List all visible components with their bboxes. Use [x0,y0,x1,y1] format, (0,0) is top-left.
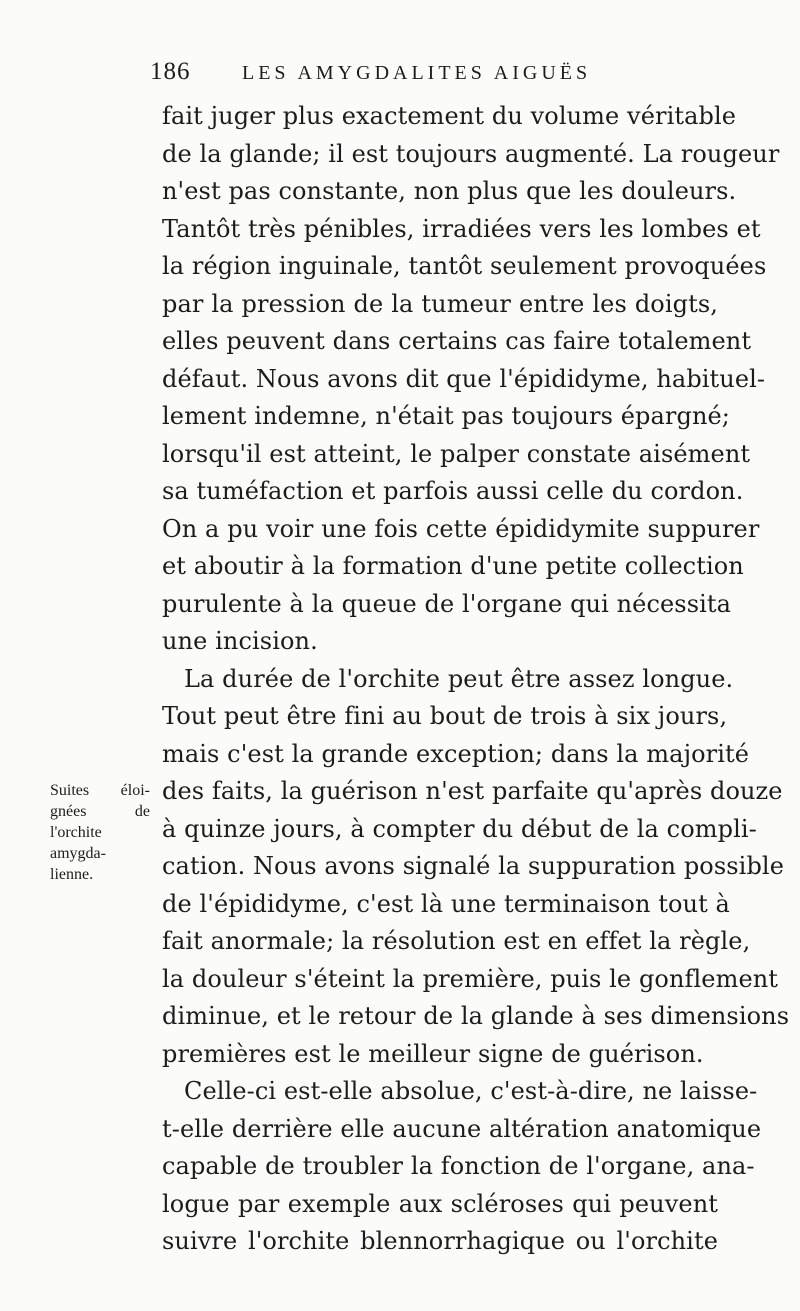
text-line: Tantôt très pénibles, irradiées vers les lombes et [162,214,761,243]
text-line: Celle-ci est-elle absolue, c'est-à-dire, ne laisse- [184,1077,758,1105]
text-line: premières est le meilleur signe de guérison. [162,1039,704,1068]
text-line: t-elle derrière elle aucune altération anatomique [162,1114,762,1143]
text-line: fait anormale; la résolution est en effet la règle, [162,927,751,955]
text-line: cation. Nous avons signalé la suppuration possible [162,852,785,880]
text-line: mais c'est la grande exception; dans la majorité [162,739,750,768]
text-line: capable de troubler la fonction de l'organe, ana- [162,1152,755,1180]
text-line: de la glande; il est toujours augmenté. La rougeur [162,139,780,168]
text-line: des faits, la guérison n'est parfaite qu'après douze [162,777,783,805]
text-line: la région inguinale, tantôt seulement provoquées [162,252,767,280]
margin-note [50,780,150,885]
text-line: elles peuvent dans certains cas faire totalement [162,327,752,355]
text-line: une incision. [162,627,318,655]
text-line: de l'épididyme, c'est là une terminaison tout à [162,889,730,918]
text-line: purulente à la queue de l'organe qui nécessita [162,589,732,618]
text-line: à quinze jours, à compter du début de la compli- [162,814,757,843]
text-line: On a pu voir une fois cette épididymite suppurer [162,514,760,543]
text-line: diminue, et le retour de la glande à ses dimensions [162,1002,790,1030]
text-line: fait juger plus exactement du volume véritable [162,102,737,130]
text-line: n'est pas constante, non plus que les douleurs. [162,177,737,205]
margin-note-line: lienne. [50,866,94,883]
text-line: La durée de l'orchite peut être assez longue. [184,664,734,693]
text-line: Tout peut être fini au bout de trois à six jours, [162,702,728,730]
margin-note-line: Suites éloi- [50,782,150,799]
margin-note-line: l'orchite [50,824,102,841]
page-header [150,58,710,92]
text-line: et aboutir à la formation d'une petite collection [162,552,744,580]
text-line: par la pression de la tumeur entre les doigts, [162,289,718,318]
margin-note-line: amygda- [50,845,106,862]
margin-note-line: gnées de [50,803,150,820]
text-line: défaut. Nous avons dit que l'épididyme, habituel- [162,364,766,393]
text-line: logue par exemple aux scléroses qui peuvent [162,1189,718,1218]
text-line: la douleur s'éteint la première, puis le gonflement [162,964,779,993]
text-line: suivre l'orchite blennorrhagique ou l'orchite [162,1227,718,1255]
text-line: sa tuméfaction et parfois aussi celle du cordon. [162,477,744,505]
text-line: lement indemne, n'était pas toujours épargné; [162,402,730,430]
body-text [162,98,790,1261]
text-line: lorsqu'il est atteint, le palper constate aisément [162,439,751,468]
page-number: 186 [150,58,191,85]
running-title: LES AMYGDALITES AIGUËS [242,62,592,84]
